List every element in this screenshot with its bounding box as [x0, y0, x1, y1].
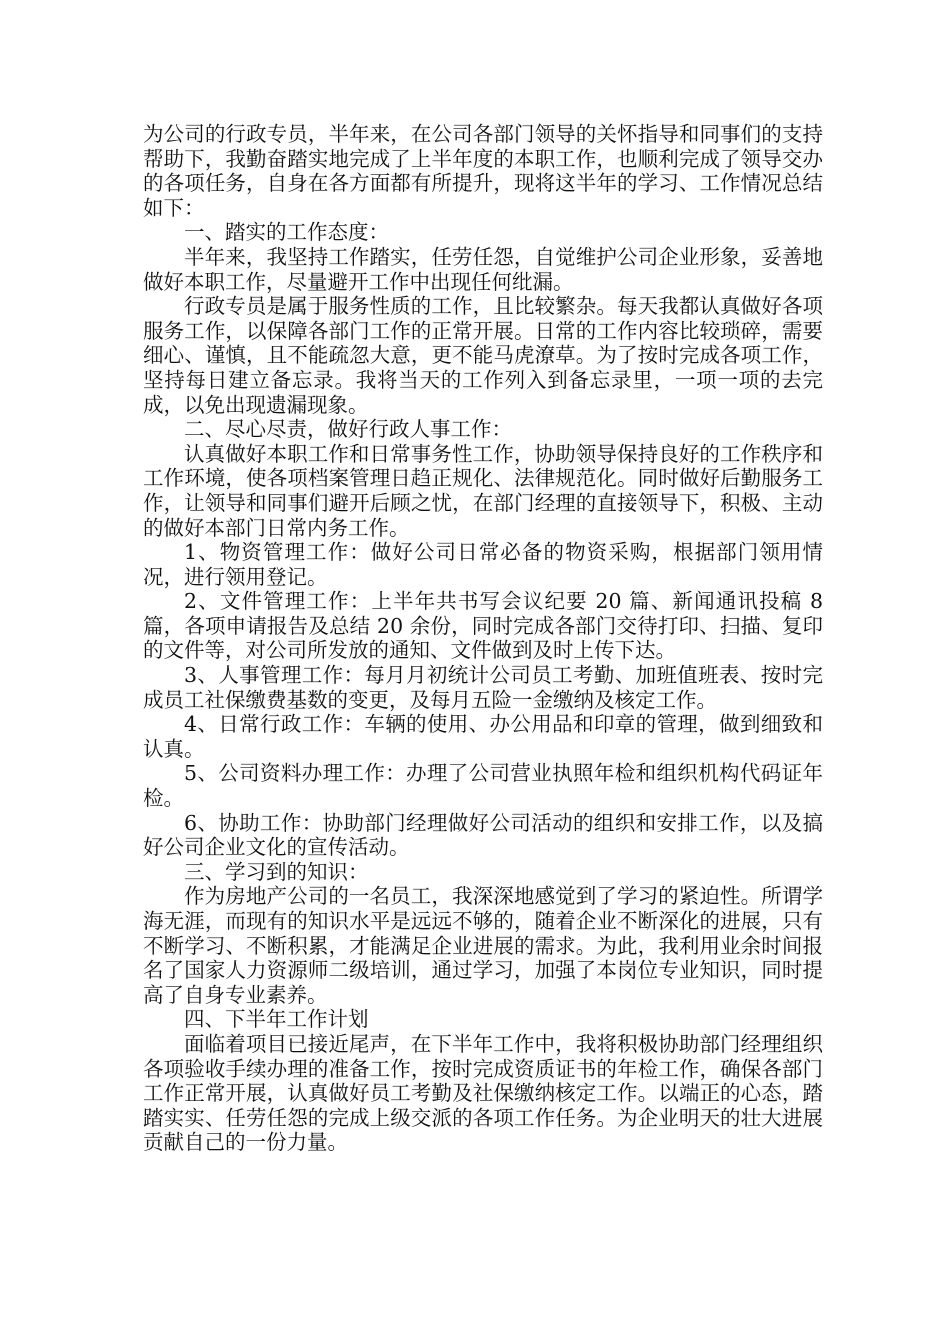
paragraph: 认真做好本职工作和日常事务性工作，协助领导保持良好的工作秩序和工作环境，使各项档案管理日趋正规化、法律规范化。同时做好后勤服务工作，让领导和同事们避开后顾之忧，在部门经理的直接领导下，积极、主动的做好本部门日常内务工作。 — [143, 441, 823, 540]
section-heading-4: 四、下半年工作计划 — [184, 1007, 369, 1032]
list-item: 2、文件管理工作：上半年共书写会议纪要 20 篇、新闻通讯投稿 8 篇，各项申请报告及总结 20 余份，同时完成各部门交待打印、扫描、复印的文件等，对公司所发放的通知、文件做到及时上传下达。 — [143, 589, 823, 663]
section-heading-3: 三、学习到的知识： — [184, 859, 369, 884]
section-heading-1: 一、踏实的工作态度： — [184, 220, 389, 245]
list-item: 3、人事管理工作：每月月初统计公司员工考勤、加班值班表、按时完成员工社保缴费基数的变更，及每月五险一金缴纳及核定工作。 — [143, 663, 823, 712]
list-item: 5、公司资料办理工作：办理了公司营业执照年检和组织机构代码证年检。 — [143, 761, 823, 811]
list-item: 4、日常行政工作：车辆的使用、办公用品和印章的管理，做到细致和认真。 — [143, 712, 823, 761]
paragraph: 半年来，我坚持工作踏实，任劳任怨，自觉维护公司企业形象，妥善地做好本职工作，尽量避开工作中出现任何纰漏。 — [143, 244, 823, 294]
list-item: 6、协助工作：协助部门经理做好公司活动的组织和安排工作，以及搞好公司企业文化的宣传活动。 — [143, 810, 823, 860]
paragraph: 行政专员是属于服务性质的工作，且比较繁杂。每天我都认真做好各项服务工作，以保障各部门工作的正常开展。日常的工作内容比较琐碎，需要细心、谨慎，且不能疏忽大意，更不能马虎潦草。为了按时完成各项工作，坚持每日建立备忘录。我将当天的工作列入到备忘录里，一项一项的去完成，以免出现遗漏现象。 — [143, 294, 823, 417]
paragraph: 作为房地产公司的一名员工，我深深地感觉到了学习的紧迫性。所谓学海无涯，而现有的知识水平是远远不够的，随着企业不断深化的进展，只有不断学习、不断积累，才能满足企业进展的需求。为此，我利用业余时间报名了国家人力资源师二级培训，通过学习，加强了本岗位专业知识，同时提高了自身专业素养。 — [143, 884, 823, 1007]
list-item: 1、物资管理工作：做好公司日常必备的物资采购，根据部门领用情况，进行领用登记。 — [143, 540, 823, 589]
document-body — [143, 122, 823, 1155]
section-heading-2: 二、尽心尽责，做好行政人事工作： — [184, 417, 512, 442]
paragraph-intro: 为公司的行政专员，半年来，在公司各部门领导的关怀指导和同事们的支持帮助下，我勤奋踏实地完成了上半年度的本职工作，也顺利完成了领导交办的各项任务，自身在各方面都有所提升，现将这半年的学习、工作情况总结如下： — [143, 122, 823, 220]
paragraph: 面临着项目已接近尾声，在下半年工作中，我将积极协助部门经理组织各项验收手续办理的准备工作，按时完成资质证书的年检工作，确保各部门工作正常开展，认真做好员工考勤及社保缴纳核定工作。以端正的心态，踏踏实实、任劳任怨的完成上级交派的各项工作任务。为企业明天的壮大进展贡献自己的一份力量。 — [143, 1031, 823, 1155]
